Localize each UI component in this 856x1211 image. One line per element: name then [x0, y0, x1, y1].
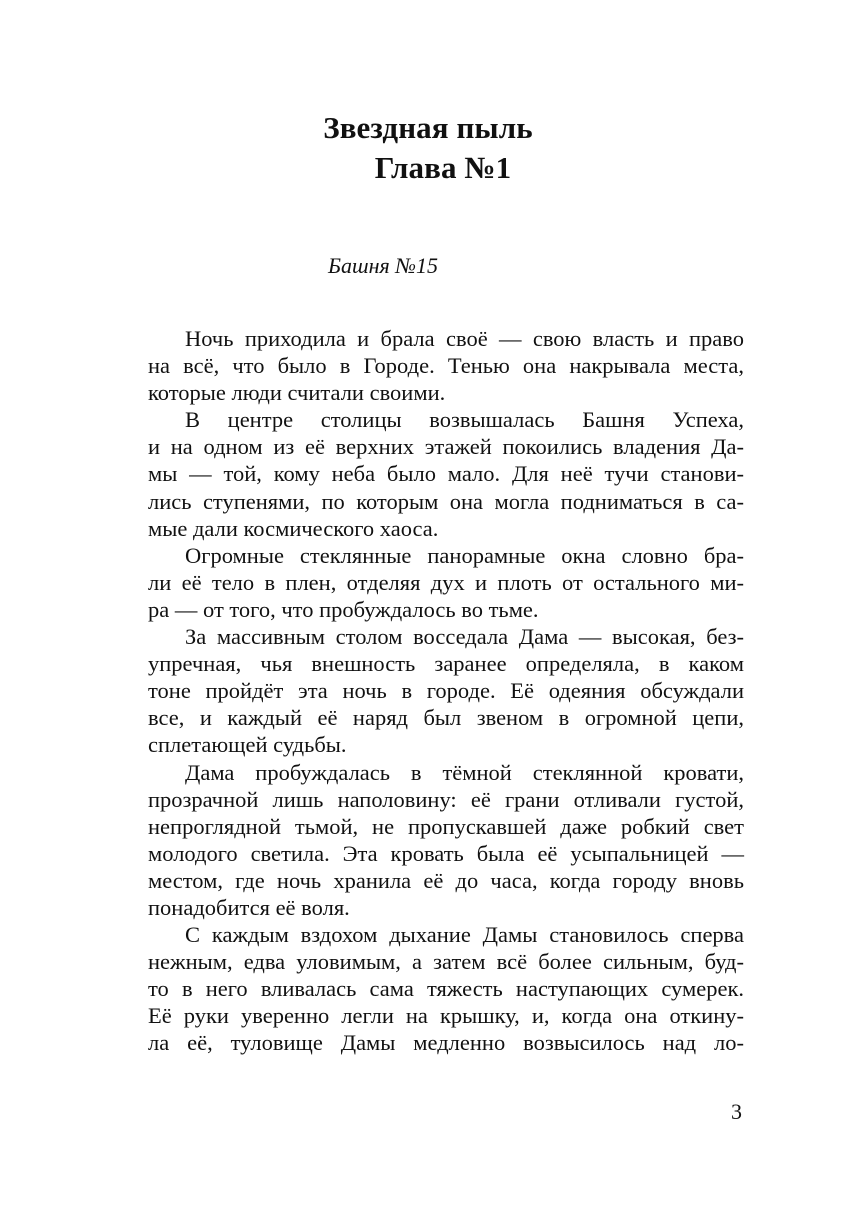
page-number: 3 [731, 1099, 742, 1124]
text-line: ла её, туловище Дамы медленно возвысилось над ло- [148, 1030, 744, 1056]
text-line: упречная, чья внешность заранее определяла, в каком [148, 651, 744, 677]
text-line: и на одном из её верхних этажей покоились владения Да- [148, 434, 744, 460]
text-line: сплетающей судьбы. [148, 732, 347, 758]
text-line: то в него вливалась сама тяжесть наступающих сумерек. [148, 976, 744, 1002]
text-line: лись ступенями, по которым она могла подниматься в са- [148, 488, 744, 514]
text-line: тоне пройдёт эта ночь в городе. Её одеяния обсуждали [148, 678, 744, 704]
text-line: За массивным столом восседала Дама — высокая, без- [185, 624, 744, 650]
text-line: понадобится её воля. [148, 894, 350, 920]
text-line: мы — той, кому неба было мало. Для неё тучи станови- [148, 461, 744, 487]
text-line: местом, где ночь хранила её до часа, когда городу вновь [148, 867, 744, 893]
text-line: Ночь приходила и брала своё — свою власть и право [185, 326, 744, 351]
text-line: непроглядной тьмой, не пропускавшей даже робкий свет [148, 813, 744, 839]
chapter-title: Глава №1 [374, 150, 512, 185]
text-line: Её руки уверенно легли на крышку, и, когда она откину- [148, 1003, 744, 1029]
text-line: мые дали космического хаоса. [148, 515, 439, 541]
book-title: Звездная пыль [323, 110, 533, 145]
title-block [0, 108, 856, 188]
text-line: молодого светила. Эта кровать была её усыпальницей — [148, 840, 744, 866]
text-line: Огромные стеклянные панорамные окна словно бра- [185, 542, 744, 568]
text-line: прозрачной лишь наполовину: её грани отливали густой, [148, 786, 744, 812]
text-line: на всё, что было в Городе. Тенью она накрывала места, [148, 353, 744, 379]
section-title: Башня №15 [328, 253, 438, 278]
text-line: ли её тело в плен, отделяя дух и плоть от остального ми- [148, 569, 744, 595]
text-line: нежным, едва уловимым, а затем всё более сильным, буд- [148, 949, 744, 975]
body-text [148, 325, 744, 1057]
text-line: Дама пробуждалась в тёмной стеклянной кровати, [185, 759, 744, 785]
text-line: которые люди считали своими. [148, 380, 446, 406]
text-line: В центре столицы возвышалась Башня Успеха, [185, 407, 744, 433]
text-line: ра — от того, что пробуждалось во тьме. [148, 596, 539, 622]
text-line: все, и каждый её наряд был звеном в огромной цепи, [148, 705, 744, 731]
text-line: С каждым вздохом дыхание Дамы становилось сперва [185, 922, 744, 948]
